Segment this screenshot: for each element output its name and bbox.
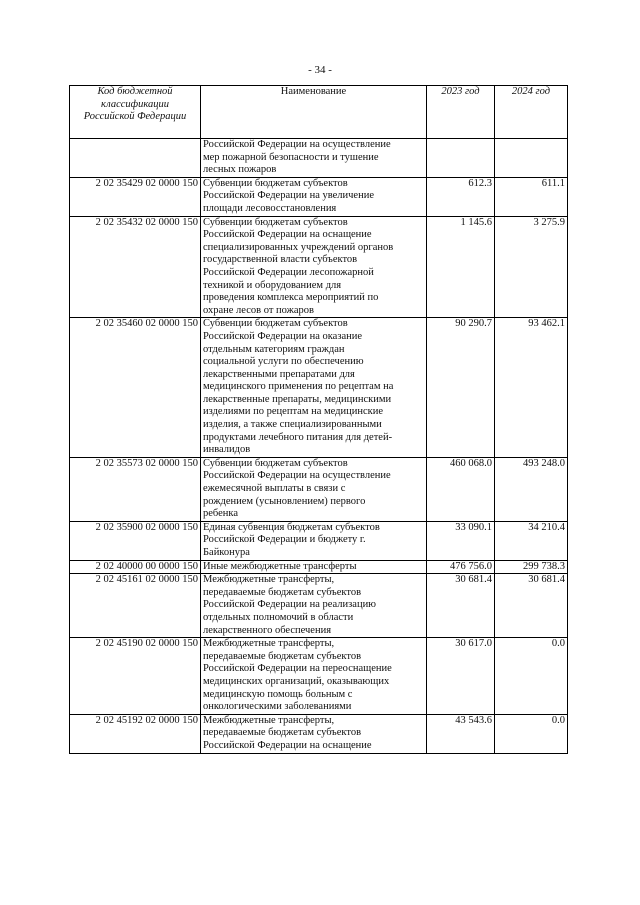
item-name-line: медицинских организаций, оказывающих: [203, 675, 390, 687]
budget-code-cell: 2 02 45190 02 0000 150: [70, 638, 201, 715]
item-name-cell: [201, 714, 427, 753]
amount-2023-cell: 476 756.0: [427, 560, 495, 574]
item-name-cell: [201, 638, 427, 715]
item-name-line: Единая субвенция бюджетам субъектов: [203, 521, 380, 533]
item-name-line: продуктами лечебного питания для детей-: [203, 431, 393, 443]
table-row: [70, 560, 568, 574]
item-name-cell: [201, 139, 427, 178]
amount-2024-cell: 93 462.1: [495, 318, 568, 458]
header-code-line: Российской Федерации: [83, 111, 187, 123]
item-name-line: медицинского применения по рецептам на: [203, 381, 394, 393]
item-name-line: изделия, а также специализированными: [203, 419, 382, 431]
item-name-line: мер пожарной безопасности и тушение: [203, 151, 379, 163]
amount-2024-cell: 34 210.4: [495, 521, 568, 560]
item-name-line: Российской Федерации на осуществление: [203, 470, 391, 482]
item-name-line: передаваемые бюджетам субъектов: [203, 650, 362, 662]
table-row: [70, 216, 568, 318]
item-name-line: лесных пожаров: [203, 164, 277, 176]
item-name-line: Байконура: [203, 547, 250, 558]
item-name-line: инвалидов: [203, 444, 251, 456]
item-name-line: специализированных учреждений органов: [203, 241, 394, 253]
amount-2024-cell: 0.0: [495, 714, 568, 753]
budget-code-cell: 2 02 40000 00 0000 150: [70, 560, 201, 574]
budget-code-cell: 2 02 35573 02 0000 150: [70, 457, 201, 521]
amount-2023-cell: 30 681.4: [427, 574, 495, 638]
table-row: [70, 574, 568, 638]
item-name-line: площади лесовосстановления: [203, 202, 337, 214]
item-name-line: Российской Федерации на реализацию: [203, 599, 377, 611]
item-name-cell: [201, 177, 427, 216]
item-name-line: Российской Федерации на осуществление: [203, 139, 391, 150]
header-year-2023: 2023 год: [427, 86, 495, 139]
item-name-line: ребенка: [203, 508, 238, 520]
item-name-line: проведения комплекса мероприятий по: [203, 292, 379, 304]
table-row: [70, 521, 568, 560]
budget-code-cell: [70, 139, 201, 178]
amount-2024-cell: 3 275.9: [495, 216, 568, 318]
item-name-line: передаваемые бюджетам субъектов: [203, 727, 362, 739]
item-name-cell: [201, 318, 427, 458]
item-name-cell: [201, 216, 427, 318]
item-name-line: медицинскую помощь больным с: [203, 688, 353, 700]
table-row: [70, 318, 568, 458]
budget-code-cell: 2 02 35900 02 0000 150: [70, 521, 201, 560]
amount-2024-cell: 30 681.4: [495, 574, 568, 638]
item-name-line: социальной услуги по обеспечению: [203, 356, 364, 368]
item-name-line: изделиями по рецептам на медицинские: [203, 406, 384, 418]
item-name-line: отдельным категориям граждан: [203, 343, 345, 355]
item-name-line: лекарственные препараты, медицинскими: [203, 393, 392, 405]
table-body: [70, 139, 568, 754]
item-name-line: передаваемые бюджетам субъектов: [203, 586, 362, 598]
item-name-line: Субвенции бюджетам субъектов: [203, 457, 348, 469]
item-name-line: лекарственными препаратами для: [203, 368, 355, 380]
item-name-line: государственной власти субъектов: [203, 254, 358, 266]
item-name-line: Субвенции бюджетам субъектов: [203, 318, 348, 330]
item-name-line: техникой и оборудованием для: [203, 279, 342, 291]
amount-2024-cell: 299 738.3: [495, 560, 568, 574]
item-name-line: Межбюджетные трансферты,: [203, 574, 335, 586]
header-year-2024: 2024 год: [495, 86, 568, 139]
table-row: [70, 457, 568, 521]
table-row: [70, 139, 568, 178]
amount-2023-cell: 460 068.0: [427, 457, 495, 521]
item-name-line: Иные межбюджетные трансферты: [203, 560, 357, 572]
table-row: [70, 177, 568, 216]
item-name-line: отдельных полномочий в области: [203, 611, 354, 623]
item-name-line: Межбюджетные трансферты,: [203, 638, 335, 650]
amount-2023-cell: 90 290.7: [427, 318, 495, 458]
item-name-line: рождением (усыновлением) первого: [203, 495, 366, 507]
page-number: - 34 -: [308, 64, 332, 76]
item-name-line: охране лесов от пожаров: [203, 304, 315, 316]
item-name-cell: [201, 574, 427, 638]
amount-2023-cell: 43 543.6: [427, 714, 495, 753]
header-budget-code: [70, 86, 201, 139]
amount-2023-cell: 33 090.1: [427, 521, 495, 560]
amount-2024-cell: 493 248.0: [495, 457, 568, 521]
item-name-line: Российской Федерации на переоснащение: [203, 663, 392, 675]
amount-2024-cell: 0.0: [495, 638, 568, 715]
item-name-line: Российской Федерации на оказание: [203, 330, 363, 342]
header-code-line: Код бюджетной: [97, 86, 173, 97]
item-name-line: Субвенции бюджетам субъектов: [203, 177, 348, 189]
table-row: [70, 638, 568, 715]
item-name-line: Межбюджетные трансферты,: [203, 714, 335, 726]
header-name: Наименование: [201, 86, 427, 139]
item-name-line: Российской Федерации на оснащение: [203, 739, 372, 751]
table-row: [70, 714, 568, 753]
item-name-line: ежемесячной выплаты в связи с: [203, 483, 346, 495]
header-code-line: классификации: [100, 98, 169, 110]
item-name-cell: [201, 521, 427, 560]
item-name-line: Российской Федерации на оснащение: [203, 229, 372, 241]
item-name-line: лекарственного обеспечения: [203, 624, 332, 636]
item-name-line: онкологическими заболеваниями: [203, 701, 352, 713]
table-header-row: [70, 86, 568, 139]
item-name-line: Российской Федерации на увеличение: [203, 190, 374, 202]
item-name-line: Субвенции бюджетам субъектов: [203, 216, 348, 228]
budget-table: [69, 85, 568, 754]
budget-code-cell: 2 02 45192 02 0000 150: [70, 714, 201, 753]
amount-2023-cell: 1 145.6: [427, 216, 495, 318]
amount-2023-cell: [427, 139, 495, 178]
item-name-cell: [201, 560, 427, 574]
budget-code-cell: 2 02 35460 02 0000 150: [70, 318, 201, 458]
item-name-line: Российской Федерации лесопожарной: [203, 266, 374, 278]
item-name-cell: [201, 457, 427, 521]
amount-2023-cell: 30 617.0: [427, 638, 495, 715]
budget-code-cell: 2 02 35429 02 0000 150: [70, 177, 201, 216]
budget-code-cell: 2 02 35432 02 0000 150: [70, 216, 201, 318]
amount-2024-cell: 611.1: [495, 177, 568, 216]
amount-2023-cell: 612.3: [427, 177, 495, 216]
budget-code-cell: 2 02 45161 02 0000 150: [70, 574, 201, 638]
amount-2024-cell: [495, 139, 568, 178]
item-name-line: Российской Федерации и бюджету г.: [203, 534, 366, 546]
